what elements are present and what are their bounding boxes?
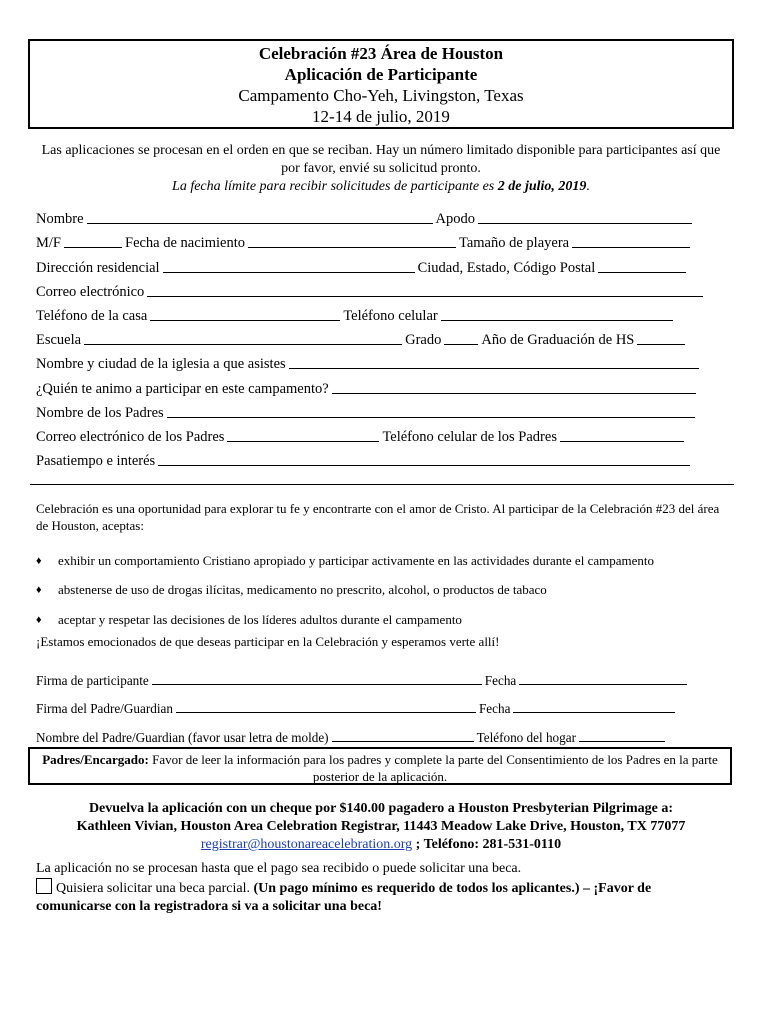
iglesia-field[interactable] bbox=[289, 368, 699, 369]
parents-label: Padres/Encargado: bbox=[42, 752, 149, 767]
nombre-field[interactable] bbox=[87, 223, 433, 224]
firma-padre-field[interactable] bbox=[176, 712, 476, 713]
field-row bbox=[36, 252, 726, 276]
telefono-celular-field[interactable] bbox=[441, 320, 673, 321]
fecha-participante-field[interactable] bbox=[519, 684, 687, 685]
firma-participante-field[interactable] bbox=[152, 684, 482, 685]
signature-fields bbox=[36, 660, 730, 746]
field-row bbox=[36, 660, 730, 689]
parents-text: Favor de leer la información para los padres y complete la parte del Consentimiento de los Padres en la parte posterior de la aplicación. bbox=[148, 752, 718, 784]
field-row bbox=[36, 373, 726, 397]
firma-padre-label: Firma del Padre/Guardian bbox=[36, 701, 173, 716]
direccion-label: Dirección residencial bbox=[36, 259, 160, 276]
payment-note: La aplicación no se procesan hasta que el pago sea recibido o puede solicitar una beca. bbox=[36, 861, 522, 876]
field-row bbox=[36, 349, 726, 373]
escuela-field[interactable] bbox=[84, 344, 402, 345]
correo-padres-label: Correo electrónico de los Padres bbox=[36, 428, 225, 445]
list-item bbox=[36, 546, 730, 576]
nombre-label: Nombre bbox=[36, 211, 84, 228]
field-row bbox=[36, 204, 726, 228]
intro-text bbox=[36, 142, 726, 196]
form-subtitle: Aplicación de Participante bbox=[284, 65, 478, 84]
grado-field[interactable] bbox=[444, 344, 478, 345]
fecha-label: Fecha bbox=[484, 672, 517, 688]
registrar-phone: ; Teléfono: 281-531-0110 bbox=[412, 837, 562, 852]
camp-dates: 12-14 de julio, 2019 bbox=[312, 107, 450, 126]
ano-graduacion-field[interactable] bbox=[637, 344, 685, 345]
diamond-bullet-icon: ♦ bbox=[36, 554, 42, 567]
beca-row bbox=[36, 878, 726, 916]
registrar-email-link[interactable]: registrar@houstonareacelebration.org bbox=[200, 837, 413, 852]
fecha-label: Fecha bbox=[478, 701, 511, 716]
field-row bbox=[36, 422, 726, 446]
correo-padres-field[interactable] bbox=[227, 441, 379, 442]
escuela-label: Escuela bbox=[36, 332, 82, 349]
deadline-suffix: . bbox=[586, 179, 590, 194]
ciudad-field[interactable] bbox=[598, 272, 686, 273]
camp-location: Campamento Cho-Yeh, Livingston, Texas bbox=[238, 86, 524, 105]
field-row bbox=[36, 717, 730, 746]
agreement-text: Celebración es una oportunidad para explorar tu fe y encontrarte con el amor de Cristo. Al participar de la Celebración #23 del área de Houston, aceptas: bbox=[36, 501, 720, 533]
telefono-celular-label: Teléfono celular bbox=[343, 307, 438, 324]
excited-text: ¡Estamos emocionados de que deseas participar en la Celebración y esperamos verte allí! bbox=[36, 634, 500, 649]
agreement-bullets bbox=[36, 546, 730, 635]
telefono-casa-field[interactable] bbox=[150, 320, 340, 321]
contact-line bbox=[36, 836, 726, 854]
direccion-field[interactable] bbox=[163, 272, 415, 273]
section-divider bbox=[30, 484, 734, 485]
participant-fields bbox=[36, 204, 726, 470]
celular-padres-label: Teléfono celular de los Padres bbox=[382, 428, 557, 445]
tamano-playera-field[interactable] bbox=[572, 247, 690, 248]
correo-field[interactable] bbox=[147, 296, 703, 297]
mf-field[interactable] bbox=[64, 247, 122, 248]
list-item bbox=[36, 605, 730, 635]
quien-animo-label: ¿Quién te animo a participar en este campamento? bbox=[36, 380, 329, 397]
telefono-casa-label: Teléfono de la casa bbox=[36, 307, 148, 324]
payment-notes bbox=[36, 860, 726, 916]
header-box bbox=[28, 39, 734, 129]
diamond-bullet-icon: ♦ bbox=[36, 584, 42, 597]
field-row bbox=[36, 446, 726, 470]
list-item bbox=[36, 576, 730, 606]
field-row bbox=[36, 228, 726, 252]
padres-field[interactable] bbox=[167, 417, 695, 418]
fecha-padre-field[interactable] bbox=[513, 712, 675, 713]
field-row bbox=[36, 398, 726, 422]
form-title: Celebración #23 Área de Houston bbox=[258, 44, 504, 63]
fecha-nacimiento-field[interactable] bbox=[248, 247, 456, 248]
fecha-nacimiento-label: Fecha de nacimiento bbox=[125, 235, 245, 252]
tamano-playera-label: Tamaño de playera bbox=[458, 235, 570, 252]
nombre-padre-label: Nombre del Padre/Guardian (favor usar letra de molde) bbox=[36, 729, 329, 745]
return-instructions bbox=[36, 800, 726, 854]
iglesia-label: Nombre y ciudad de la iglesia a que asistes bbox=[36, 356, 286, 373]
ano-graduacion-label: Año de Graduación de HS bbox=[481, 332, 635, 349]
grado-label: Grado bbox=[405, 332, 442, 349]
deadline-date: 2 de julio, 2019 bbox=[497, 179, 587, 194]
deadline-prefix: La fecha límite para recibir solicitudes de participante es bbox=[172, 179, 498, 194]
beca-label: Quisiera solicitar una beca parcial. bbox=[56, 881, 250, 896]
intro-line: Las aplicaciones se procesan en el orden en que se reciban. Hay un número limitado disponible para participantes así que por favor, envié su solicitud pronto. bbox=[41, 143, 721, 176]
ciudad-label: Ciudad, Estado, Código Postal bbox=[417, 259, 596, 276]
field-row bbox=[36, 689, 730, 718]
bullet-text: exhibir un comportamiento Cristiano apropiado y participar activamente en las actividades durante el campamento bbox=[58, 552, 654, 568]
quien-animo-field[interactable] bbox=[332, 393, 696, 394]
nombre-padre-field[interactable] bbox=[332, 741, 474, 742]
padres-label: Nombre de los Padres bbox=[36, 404, 164, 421]
deadline-line bbox=[36, 178, 726, 196]
field-row bbox=[36, 277, 726, 301]
bullet-text: aceptar y respetar las decisiones de los líderes adultos durante el campamento bbox=[58, 611, 462, 627]
pasatiempo-field[interactable] bbox=[158, 465, 690, 466]
return-line-1: Devuelva la aplicación con un cheque por $140.00 pagadero a Houston Presbyterian Pilgrimage a: bbox=[88, 801, 674, 816]
telefono-hogar-field[interactable] bbox=[579, 741, 665, 742]
beca-checkbox[interactable] bbox=[36, 878, 52, 894]
correo-label: Correo electrónico bbox=[36, 283, 145, 300]
firma-participante-label: Firma de participante bbox=[36, 672, 149, 688]
bullet-text: abstenerse de uso de drogas ilícitas, medicamento no prescrito, alcohol, o productos de tabaco bbox=[58, 582, 547, 598]
parents-notice-box bbox=[28, 747, 732, 785]
field-row bbox=[36, 301, 726, 325]
beca-warning: (Un pago mínimo es requerido de todos los aplicantes.) – ¡Favor de comunicarse con la registradora si va a solicitar una beca! bbox=[36, 881, 652, 914]
mf-label: M/F bbox=[36, 235, 61, 252]
telefono-hogar-label: Teléfono del hogar bbox=[476, 729, 576, 745]
diamond-bullet-icon: ♦ bbox=[36, 613, 42, 626]
return-line-2: Kathleen Vivian, Houston Area Celebration Registrar, 11443 Meadow Lake Drive, Houston, TX 77077 bbox=[76, 819, 686, 834]
apodo-label: Apodo bbox=[435, 211, 475, 228]
celular-padres-field[interactable] bbox=[560, 441, 684, 442]
pasatiempo-label: Pasatiempo e interés bbox=[36, 453, 156, 470]
field-row bbox=[36, 325, 726, 349]
apodo-field[interactable] bbox=[478, 223, 692, 224]
